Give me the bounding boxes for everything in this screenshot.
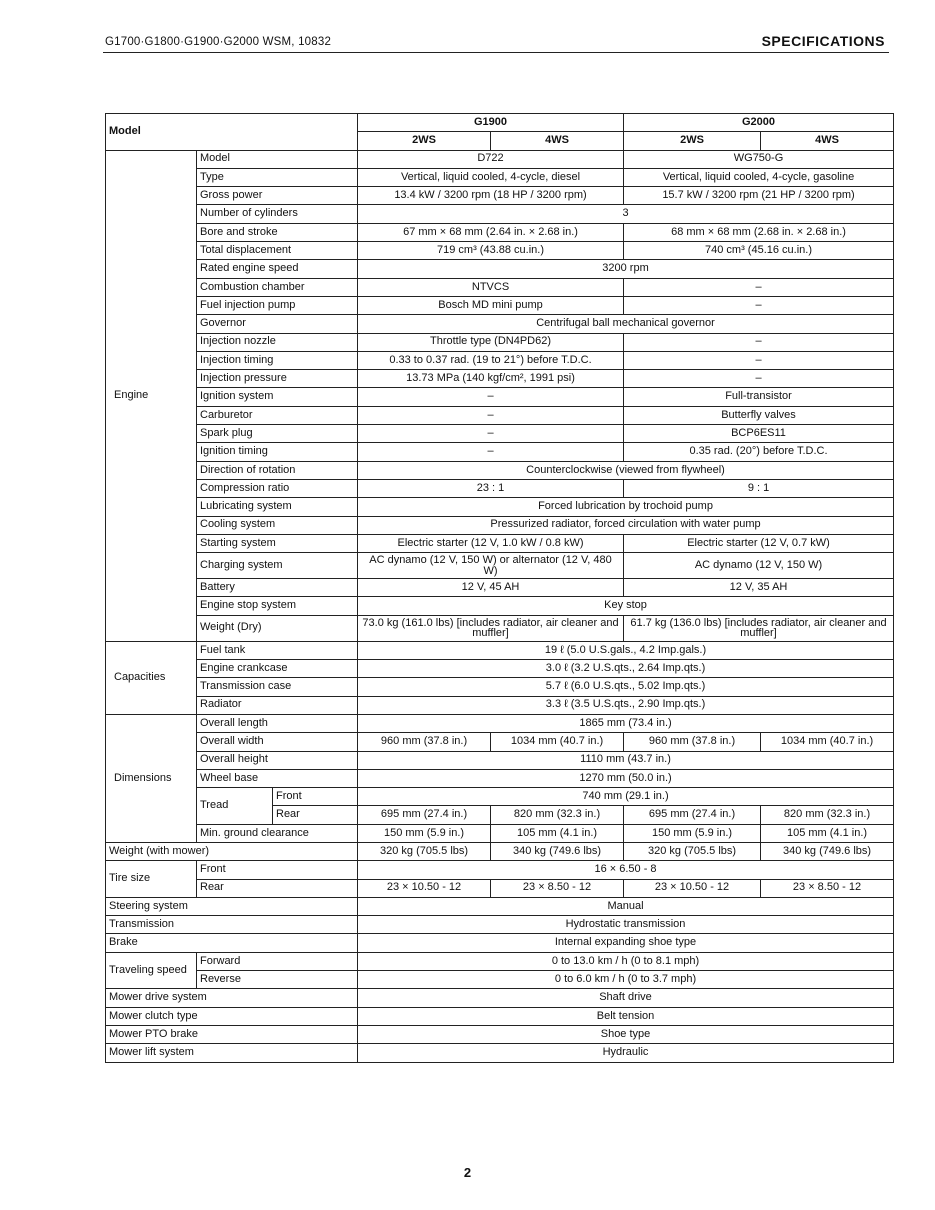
table-row bbox=[106, 296, 894, 314]
value-g1900: 0.33 to 0.37 rad. (19 to 21°) before T.D.C. bbox=[358, 351, 624, 369]
value-all: 3 bbox=[358, 205, 894, 223]
table-row bbox=[106, 425, 894, 443]
value-all: 3.3 ℓ (3.5 U.S.qts., 2.90 Imp.qts.) bbox=[358, 696, 894, 714]
spec-label: Direction of rotation bbox=[197, 461, 358, 479]
spec-label: Charging system bbox=[197, 553, 358, 579]
spec-label: Weight (Dry) bbox=[197, 615, 358, 641]
table-row bbox=[106, 714, 894, 732]
table-row bbox=[106, 370, 894, 388]
header-rule bbox=[103, 52, 889, 53]
table-row bbox=[106, 696, 894, 714]
table-row bbox=[106, 879, 894, 897]
value-cell: 695 mm (27.4 in.) bbox=[624, 806, 761, 824]
table-row bbox=[106, 769, 894, 787]
table-row bbox=[106, 615, 894, 641]
g2000-2ws-header: 2WS bbox=[624, 132, 761, 150]
value-cell: 1034 mm (40.7 in.) bbox=[761, 733, 894, 751]
model-header: Model bbox=[106, 114, 358, 151]
value-g2000: Butterfly valves bbox=[624, 406, 894, 424]
table-row bbox=[106, 897, 894, 915]
spec-label: Mower lift system bbox=[106, 1044, 358, 1062]
spec-label: Total displacement bbox=[197, 242, 358, 260]
specifications-table bbox=[105, 113, 894, 1063]
value-g1900: 67 mm × 68 mm (2.64 in. × 2.68 in.) bbox=[358, 223, 624, 241]
value-all: 3.0 ℓ (3.2 U.S.qts., 2.64 Imp.qts.) bbox=[358, 660, 894, 678]
value-all: Belt tension bbox=[358, 1007, 894, 1025]
value-g2000: Full-transistor bbox=[624, 388, 894, 406]
group-traveling-speed: Traveling speed bbox=[106, 952, 197, 989]
spec-label: Ignition timing bbox=[197, 443, 358, 461]
page-number: 2 bbox=[463, 1165, 472, 1180]
value-g1900: 73.0 kg (161.0 lbs) [includes radiator, air cleaner and muffler] bbox=[358, 615, 624, 641]
value-g2000: AC dynamo (12 V, 150 W) bbox=[624, 553, 894, 579]
value-cell: 820 mm (32.3 in.) bbox=[491, 806, 624, 824]
table-row bbox=[106, 553, 894, 579]
table-row bbox=[106, 824, 894, 842]
value-g2000: – bbox=[624, 296, 894, 314]
table-row bbox=[106, 733, 894, 751]
table-row bbox=[106, 1025, 894, 1043]
spec-label: Overall width bbox=[197, 733, 358, 751]
table-row bbox=[106, 952, 894, 970]
spec-label: Transmission bbox=[106, 916, 358, 934]
value-g1900: – bbox=[358, 406, 624, 424]
table-row bbox=[106, 315, 894, 333]
value-g1900: – bbox=[358, 443, 624, 461]
value-g1900: Throttle type (DN4PD62) bbox=[358, 333, 624, 351]
value-cell: 23 × 10.50 - 12 bbox=[624, 879, 761, 897]
value-g2000: Electric starter (12 V, 0.7 kW) bbox=[624, 534, 894, 552]
value-all: Forced lubrication by trochoid pump bbox=[358, 498, 894, 516]
spec-label: Compression ratio bbox=[197, 479, 358, 497]
table-row bbox=[106, 971, 894, 989]
table-row bbox=[106, 597, 894, 615]
spec-label: Injection timing bbox=[197, 351, 358, 369]
g2000-header: G2000 bbox=[624, 114, 894, 132]
value-g1900: Electric starter (12 V, 1.0 kW / 0.8 kW) bbox=[358, 534, 624, 552]
value-cell: 23 × 8.50 - 12 bbox=[491, 879, 624, 897]
spec-sublabel: Front bbox=[273, 788, 358, 806]
value-g1900: 719 cm³ (43.88 cu.in.) bbox=[358, 242, 624, 260]
table-row bbox=[106, 479, 894, 497]
spec-label: Mower drive system bbox=[106, 989, 358, 1007]
group-tire-size: Tire size bbox=[106, 861, 197, 898]
value-g1900: 23 : 1 bbox=[358, 479, 624, 497]
value-g2000: – bbox=[624, 351, 894, 369]
value-cell: 960 mm (37.8 in.) bbox=[358, 733, 491, 751]
value-g1900: – bbox=[358, 425, 624, 443]
table-row bbox=[106, 260, 894, 278]
value-g2000: – bbox=[624, 278, 894, 296]
spec-label: Steering system bbox=[106, 897, 358, 915]
table-row bbox=[106, 641, 894, 659]
value-cell: 105 mm (4.1 in.) bbox=[761, 824, 894, 842]
value-g2000: 68 mm × 68 mm (2.68 in. × 2.68 in.) bbox=[624, 223, 894, 241]
value-g2000: 0.35 rad. (20°) before T.D.C. bbox=[624, 443, 894, 461]
value-g2000: 740 cm³ (45.16 cu.in.) bbox=[624, 242, 894, 260]
table-row bbox=[106, 333, 894, 351]
value-all: 740 mm (29.1 in.) bbox=[358, 788, 894, 806]
table-row bbox=[106, 1007, 894, 1025]
table-row bbox=[106, 223, 894, 241]
spec-label: Fuel tank bbox=[197, 641, 358, 659]
table-row bbox=[106, 150, 894, 168]
g1900-header: G1900 bbox=[358, 114, 624, 132]
spec-label: Cooling system bbox=[197, 516, 358, 534]
value-cell: 23 × 10.50 - 12 bbox=[358, 879, 491, 897]
value-g1900: D722 bbox=[358, 150, 624, 168]
table-row bbox=[106, 861, 894, 879]
value-all: 3200 rpm bbox=[358, 260, 894, 278]
value-g2000: – bbox=[624, 370, 894, 388]
value-g1900: NTVCS bbox=[358, 278, 624, 296]
spec-sublabel: Rear bbox=[197, 879, 358, 897]
spec-label: Combustion chamber bbox=[197, 278, 358, 296]
value-g2000: 61.7 kg (136.0 lbs) [includes radiator, air cleaner and muffler] bbox=[624, 615, 894, 641]
spec-label: Wheel base bbox=[197, 769, 358, 787]
value-cell: 820 mm (32.3 in.) bbox=[761, 806, 894, 824]
spec-label: Injection nozzle bbox=[197, 333, 358, 351]
value-g2000: – bbox=[624, 333, 894, 351]
value-cell: 320 kg (705.5 lbs) bbox=[624, 842, 761, 860]
value-all: 5.7 ℓ (6.0 U.S.qts., 5.02 Imp.qts.) bbox=[358, 678, 894, 696]
value-g1900: 13.73 MPa (140 kgf/cm², 1991 psi) bbox=[358, 370, 624, 388]
spec-sublabel: Rear bbox=[273, 806, 358, 824]
value-all: Counterclockwise (viewed from flywheel) bbox=[358, 461, 894, 479]
value-cell: 340 kg (749.6 lbs) bbox=[761, 842, 894, 860]
table-row bbox=[106, 443, 894, 461]
value-cell: 23 × 8.50 - 12 bbox=[761, 879, 894, 897]
value-cell: 1034 mm (40.7 in.) bbox=[491, 733, 624, 751]
value-all: Key stop bbox=[358, 597, 894, 615]
value-all: 1865 mm (73.4 in.) bbox=[358, 714, 894, 732]
table-row bbox=[106, 916, 894, 934]
table-row bbox=[106, 534, 894, 552]
table-row bbox=[106, 1044, 894, 1062]
value-g2000: BCP6ES11 bbox=[624, 425, 894, 443]
value-all: Shaft drive bbox=[358, 989, 894, 1007]
table-row bbox=[106, 278, 894, 296]
value-g2000: WG750-G bbox=[624, 150, 894, 168]
table-row bbox=[106, 114, 894, 132]
value-cell: 695 mm (27.4 in.) bbox=[358, 806, 491, 824]
value-cell: 320 kg (705.5 lbs) bbox=[358, 842, 491, 860]
table-row bbox=[106, 516, 894, 534]
spec-sublabel: Forward bbox=[197, 952, 358, 970]
value-g2000: 12 V, 35 AH bbox=[624, 579, 894, 597]
table-row bbox=[106, 242, 894, 260]
g1900-4ws-header: 4WS bbox=[491, 132, 624, 150]
spec-label: Fuel injection pump bbox=[197, 296, 358, 314]
spec-label: Bore and stroke bbox=[197, 223, 358, 241]
spec-label: Transmission case bbox=[197, 678, 358, 696]
spec-label: Rated engine speed bbox=[197, 260, 358, 278]
tread-label: Tread bbox=[197, 788, 273, 825]
value-g1900: Bosch MD mini pump bbox=[358, 296, 624, 314]
spec-label: Overall length bbox=[197, 714, 358, 732]
spec-sublabel: Front bbox=[197, 861, 358, 879]
table-row bbox=[106, 678, 894, 696]
spec-label: Engine crankcase bbox=[197, 660, 358, 678]
document-id: G1700·G1800·G1900·G2000 WSM, 10832 bbox=[105, 36, 332, 48]
table-row bbox=[106, 842, 894, 860]
table-row bbox=[106, 498, 894, 516]
spec-label: Mower clutch type bbox=[106, 1007, 358, 1025]
value-all: Centrifugal ball mechanical governor bbox=[358, 315, 894, 333]
value-all: Manual bbox=[358, 897, 894, 915]
value-all: 1110 mm (43.7 in.) bbox=[358, 751, 894, 769]
spec-label: Spark plug bbox=[197, 425, 358, 443]
table-row bbox=[106, 406, 894, 424]
spec-label: Ignition system bbox=[197, 388, 358, 406]
value-all: Hydraulic bbox=[358, 1044, 894, 1062]
value-all: 16 × 6.50 - 8 bbox=[358, 861, 894, 879]
spec-label: Radiator bbox=[197, 696, 358, 714]
table-row bbox=[106, 168, 894, 186]
value-cell: 150 mm (5.9 in.) bbox=[358, 824, 491, 842]
spec-label: Type bbox=[197, 168, 358, 186]
spec-label: Model bbox=[197, 150, 358, 168]
value-g1900: – bbox=[358, 388, 624, 406]
value-all: Pressurized radiator, forced circulation with water pump bbox=[358, 516, 894, 534]
value-all: Shoe type bbox=[358, 1025, 894, 1043]
value-g1900: 13.4 kW / 3200 rpm (18 HP / 3200 rpm) bbox=[358, 187, 624, 205]
value-g1900: AC dynamo (12 V, 150 W) or alternator (12 V, 480 W) bbox=[358, 553, 624, 579]
value-all: 0 to 13.0 km / h (0 to 8.1 mph) bbox=[358, 952, 894, 970]
g1900-2ws-header: 2WS bbox=[358, 132, 491, 150]
spec-label: Number of cylinders bbox=[197, 205, 358, 223]
table-row bbox=[106, 461, 894, 479]
spec-label: Carburetor bbox=[197, 406, 358, 424]
table-row bbox=[106, 187, 894, 205]
spec-label: Weight (with mower) bbox=[106, 842, 358, 860]
spec-label: Engine stop system bbox=[197, 597, 358, 615]
group-capacities: Capacities bbox=[106, 641, 197, 714]
value-cell: 150 mm (5.9 in.) bbox=[624, 824, 761, 842]
g2000-4ws-header: 4WS bbox=[761, 132, 894, 150]
value-g1900: 12 V, 45 AH bbox=[358, 579, 624, 597]
spec-label: Min. ground clearance bbox=[197, 824, 358, 842]
value-all: 19 ℓ (5.0 U.S.gals., 4.2 Imp.gals.) bbox=[358, 641, 894, 659]
spec-label: Governor bbox=[197, 315, 358, 333]
value-all: 0 to 6.0 km / h (0 to 3.7 mph) bbox=[358, 971, 894, 989]
spec-label: Starting system bbox=[197, 534, 358, 552]
table-row bbox=[106, 388, 894, 406]
value-cell: 105 mm (4.1 in.) bbox=[491, 824, 624, 842]
value-all: Internal expanding shoe type bbox=[358, 934, 894, 952]
spec-label: Battery bbox=[197, 579, 358, 597]
value-g2000: 9 : 1 bbox=[624, 479, 894, 497]
spec-sublabel: Reverse bbox=[197, 971, 358, 989]
value-g2000: Vertical, liquid cooled, 4-cycle, gasoline bbox=[624, 168, 894, 186]
value-all: 1270 mm (50.0 in.) bbox=[358, 769, 894, 787]
table-row bbox=[106, 934, 894, 952]
table-row bbox=[106, 579, 894, 597]
section-title: SPECIFICATIONS bbox=[761, 33, 885, 49]
value-g1900: Vertical, liquid cooled, 4-cycle, diesel bbox=[358, 168, 624, 186]
spec-label: Overall height bbox=[197, 751, 358, 769]
table-row bbox=[106, 205, 894, 223]
table-row bbox=[106, 660, 894, 678]
spec-label: Gross power bbox=[197, 187, 358, 205]
group-engine: Engine bbox=[106, 150, 197, 641]
table-row bbox=[106, 351, 894, 369]
table-row bbox=[106, 989, 894, 1007]
value-g2000: 15.7 kW / 3200 rpm (21 HP / 3200 rpm) bbox=[624, 187, 894, 205]
group-dimensions: Dimensions bbox=[106, 714, 197, 842]
table-row bbox=[106, 788, 894, 806]
value-cell: 960 mm (37.8 in.) bbox=[624, 733, 761, 751]
value-cell: 340 kg (749.6 lbs) bbox=[491, 842, 624, 860]
spec-label: Mower PTO brake bbox=[106, 1025, 358, 1043]
spec-label: Injection pressure bbox=[197, 370, 358, 388]
table-row bbox=[106, 751, 894, 769]
value-all: Hydrostatic transmission bbox=[358, 916, 894, 934]
spec-label: Brake bbox=[106, 934, 358, 952]
spec-label: Lubricating system bbox=[197, 498, 358, 516]
